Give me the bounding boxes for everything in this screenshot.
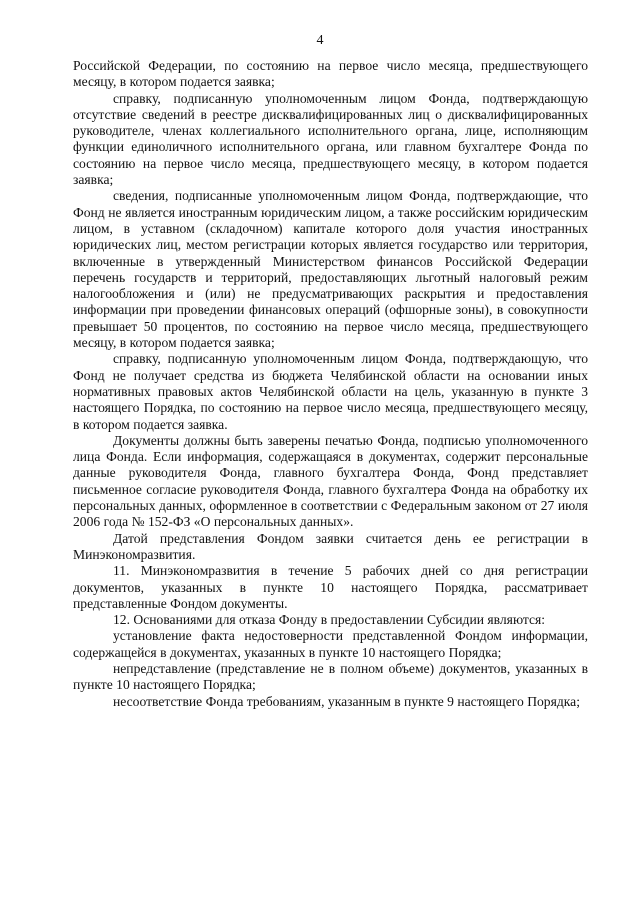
paragraph: сведения, подписанные уполномоченным лицом Фонда, подтверждающие, что Фонд не является иностранным юридическим лицом, а также российским юридическим лицом, в уставном (складочном) капитале которого доля участия иностранных юридических лиц, местом регистрации которых является государство или территория, включенные в утвержденный Министерством финансов Российской Федерации перечень государств и территорий, предоставляющих льготный налоговый режим налогообложения и (или) не предусматривающих раскрытия и предоставления информации при проведении финансовых операций (офшорные зоны), в совокупности превышает 50 процентов, по состоянию на первое число месяца, предшествующего месяцу, в котором подается заявка; <box>73 188 588 351</box>
paragraph-continuation: Российской Федерации, по состоянию на первое число месяца, предшествующего месяцу, в котором подается заявка; <box>73 58 588 90</box>
paragraph: справку, подписанную уполномоченным лицом Фонда, подтверждающую, что Фонд не получает средства из бюджета Челябинской области на основании иных нормативных правовых актов Челябинской области на цель, указанную в пункте 3 настоящего Порядка, по состоянию на первое число месяца, предшествующего месяцу, в котором подается заявка. <box>73 351 588 432</box>
page-number: 4 <box>316 33 324 48</box>
paragraph: Датой представления Фондом заявки считается день ее регистрации в Минэкономразвития. <box>73 530 588 562</box>
paragraph: справку, подписанную уполномоченным лицом Фонда, подтверждающую отсутствие сведений в реестре дисквалифицированных лиц о дисквалифицированных руководителе, членах коллегиального исполнительного органа, лице, исполняющим функции единоличного исполнительного органа, или главном бухгалтере Фонда по состоянию на первое число месяца, предшествующего месяцу, в котором подается заявка; <box>73 90 588 188</box>
paragraph-item-11: 11. Минэкономразвития в течение 5 рабочих дней со дня регистрации документов, указанных в пункте 10 настоящего Порядка, рассматривает представленные Фондом документы. <box>73 563 588 611</box>
document-body <box>73 58 588 710</box>
paragraph: Документы должны быть заверены печатью Фонда, подписью уполномоченного лица Фонда. Если информация, содержащаяся в документах, содержит персональные данные руководителя Фонда, главного бухгалтера Фонда, Фонд представляет письменное согласие руководителя Фонда, главного бухгалтера Фонда на обработку их персональных данных, оформленное в соответствии с Федеральным законом от 27 июля 2006 года № 152-ФЗ «О персональных данных». <box>73 432 588 530</box>
paragraph-item-12: 12. Основаниями для отказа Фонду в предоставлении Субсидии являются: <box>113 612 546 628</box>
paragraph: установление факта недостоверности представленной Фондом информации, содержащейся в документах, указанных в пункте 10 настоящего Порядка; <box>73 628 588 660</box>
paragraph: несоответствие Фонда требованиям, указанным в пункте 9 настоящего Порядка; <box>113 693 580 709</box>
paragraph: непредставление (представление не в полном объеме) документов, указанных в пункте 10 настоящего Порядка; <box>73 660 588 693</box>
